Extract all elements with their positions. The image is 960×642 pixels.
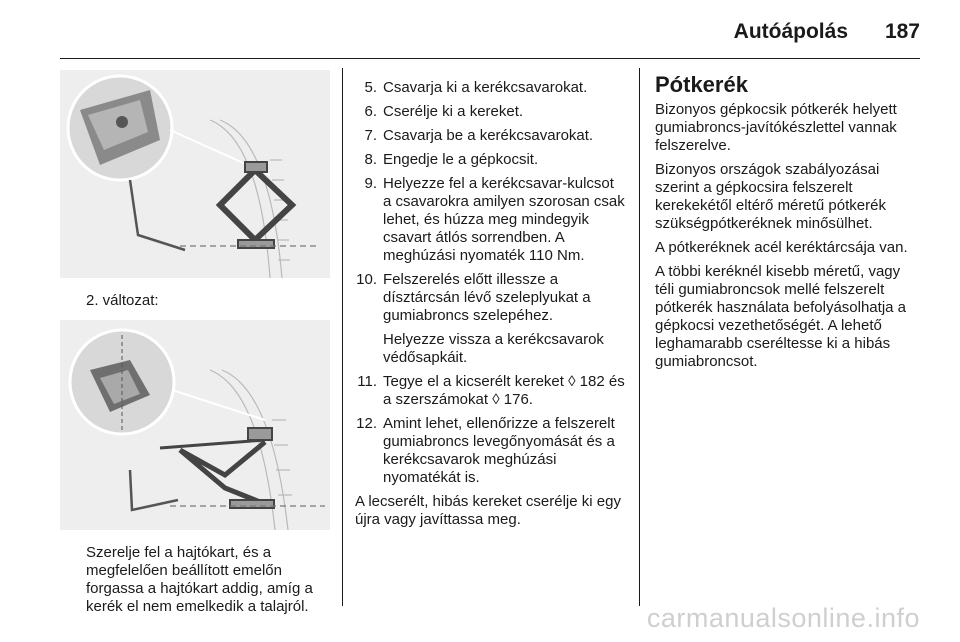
right-column	[655, 72, 923, 377]
list-item: 12. Amint lehet, ellenőrizze a felszerelt gumiabroncs levegőnyomását és a kerékcsavarok meghúzási nyomatékát is.	[356, 415, 615, 486]
paragraph: A többi keréknél kisebb méretű, vagy téli gumiabroncsok mellé felszerelt pótkerék használata befolyásolhatja a gépkocsi vezethetőségét. A lehető leghamarabb cseréltesse ki a hibás gumiabroncsot.	[655, 263, 907, 370]
list-item: 6. Cserélje ki a kereket.	[364, 103, 524, 120]
list-item: 10. Felszerelés előtt illessze a dísztárcsán lévő szeleplyukat a gumiabroncs szelepéhez. Helyezze vissza a kerékcsavarok védősapkáit.	[355, 271, 625, 367]
column-divider	[342, 68, 343, 606]
step-list	[355, 79, 625, 487]
column-divider	[639, 68, 640, 606]
list-item: 8. Engedje le a gépkocsit.	[364, 151, 539, 168]
variant-caption: 2. változat:	[86, 292, 159, 309]
list-item: 11. Tegye el a kicserélt kereket ◊ 182 és a szerszámokat ◊ 176.	[357, 373, 625, 408]
jack-illustration-1	[60, 70, 330, 278]
watermark: carmanualsonline.info	[646, 603, 920, 633]
closing-paragraph: A lecserélt, hibás kereket cserélje ki egy újra vagy javíttassa meg.	[355, 493, 621, 528]
list-item: 5. Csavarja ki a kerékcsavarokat.	[364, 79, 588, 96]
list-item-note: Helyezze vissza a kerékcsavarok védősapkáit.	[383, 331, 604, 366]
jack-illustration-2	[60, 320, 330, 530]
list-item: 7. Csavarja be a kerékcsavarokat.	[364, 127, 594, 144]
instruction-paragraph: Szerelje fel a hajtókart, és a megfelelően beállított emelőn forgassa a hajtókart addig, amíg a kerék el nem emelkedik a talajról.	[86, 544, 313, 615]
paragraph: A pótkeréknek acél keréktárcsája van.	[655, 239, 908, 256]
page-header	[60, 18, 920, 59]
middle-column	[355, 79, 625, 529]
section-title: Autóápolás	[733, 20, 848, 43]
paragraph: Bizonyos országok szabályozásai szerint a gépkocsira felszerelt kerekekétől eltérő méretű pótkerék szükségpótkeréknek minősülhet.	[655, 161, 886, 232]
page-number: 187	[884, 20, 920, 43]
list-item: 9. Helyezze fel a kerékcsavar-kulcsot a csavarokra amilyen szorosan csak lehet, és húzza meg mindegyik csavart átlós sorrendben. A meghúzási nyomaték 110 Nm.	[364, 175, 625, 264]
paragraph: Bizonyos gépkocsik pótkerék helyett gumiabroncs-javítókészlettel vannak felszerelve.	[655, 101, 897, 154]
left-column	[60, 70, 330, 616]
section-heading: Pótkerék	[655, 72, 748, 97]
